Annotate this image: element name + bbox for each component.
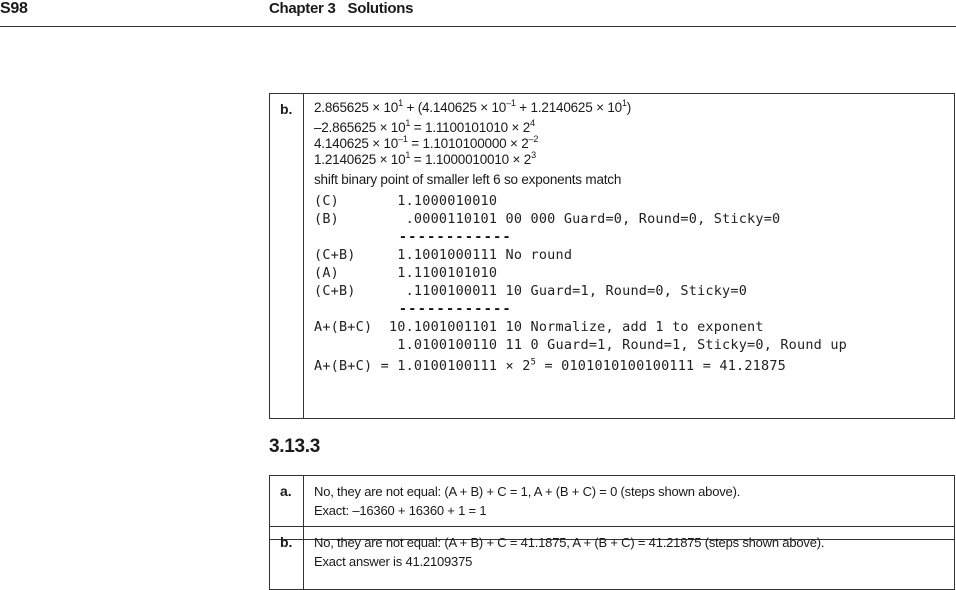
shift-note: shift binary point of smaller left 6 so exponents match	[314, 172, 622, 187]
part-label: b.	[270, 527, 304, 590]
answer-line: No, they are not equal: (A + B) + C = 1, A + (B + C) = 0 (steps shown above).	[314, 484, 741, 499]
work-line: (C+B) 1.1001000111 No round	[314, 247, 573, 263]
work-line: 1.0100100110 11 0 Guard=1, Round=1, Sticky=0, Round up	[314, 337, 847, 353]
page-number: S98	[0, 0, 28, 17]
work-line: (C+B) .1100100011 10 Guard=1, Round=0, Sticky=0	[314, 283, 748, 299]
exact-line: Exact: –16360 + 16360 + 1 = 1	[314, 503, 487, 518]
running-header	[269, 0, 413, 17]
section-heading: 3.13.3	[269, 436, 321, 457]
conversion-c: $1.2140625 \times 10^1 = 1.1000010010 \times 2^3$	[314, 149, 536, 167]
part-label: b.	[270, 94, 304, 419]
work-line: (A) 1.1100101010	[314, 265, 498, 281]
work-line: A+(B+C) 10.1001001101 10 Normalize, add 1 to exponent	[314, 319, 764, 335]
solution-body	[304, 94, 955, 419]
conversion-b: $4.140625 \times 10^{-1} = 1.1010100000 \times 2^{-2}$	[314, 133, 539, 151]
chapter-label: Chapter 3	[269, 0, 336, 17]
conversion-a: $-2.865625 \times 10^1 = 1.1100101010 \times 2^4$	[314, 117, 535, 135]
work-line: (B) .0000110101 00 000 Guard=0, Round=0, Sticky=0	[314, 211, 781, 227]
work-line: (C) 1.1000010010	[314, 193, 498, 209]
solution-body	[304, 527, 955, 590]
section-label: Solutions	[347, 0, 414, 17]
expression-main: $2.865625 \times 10^1 + (4.140625 \times 10^{-1} + 1.2140625 \times 10^1)$	[314, 97, 632, 115]
work-divider: ------------	[314, 229, 512, 245]
solution-table-b	[269, 526, 955, 590]
header-rule	[0, 26, 956, 27]
part-label: a.	[270, 476, 304, 540]
answer-line: No, they are not equal: (A + B) + C = 41.1875, A + (B + C) = 41.21875 (steps shown above).	[314, 535, 825, 550]
exact-line: Exact answer is 41.2109375	[314, 554, 473, 569]
work-divider: ------------	[314, 301, 512, 317]
final-result: $A+(B+C) = 1.0100100111 \times 2^5 = 0101010100100111 = 41.21875$	[314, 357, 786, 374]
solution-table-b-fp-add	[269, 93, 955, 419]
